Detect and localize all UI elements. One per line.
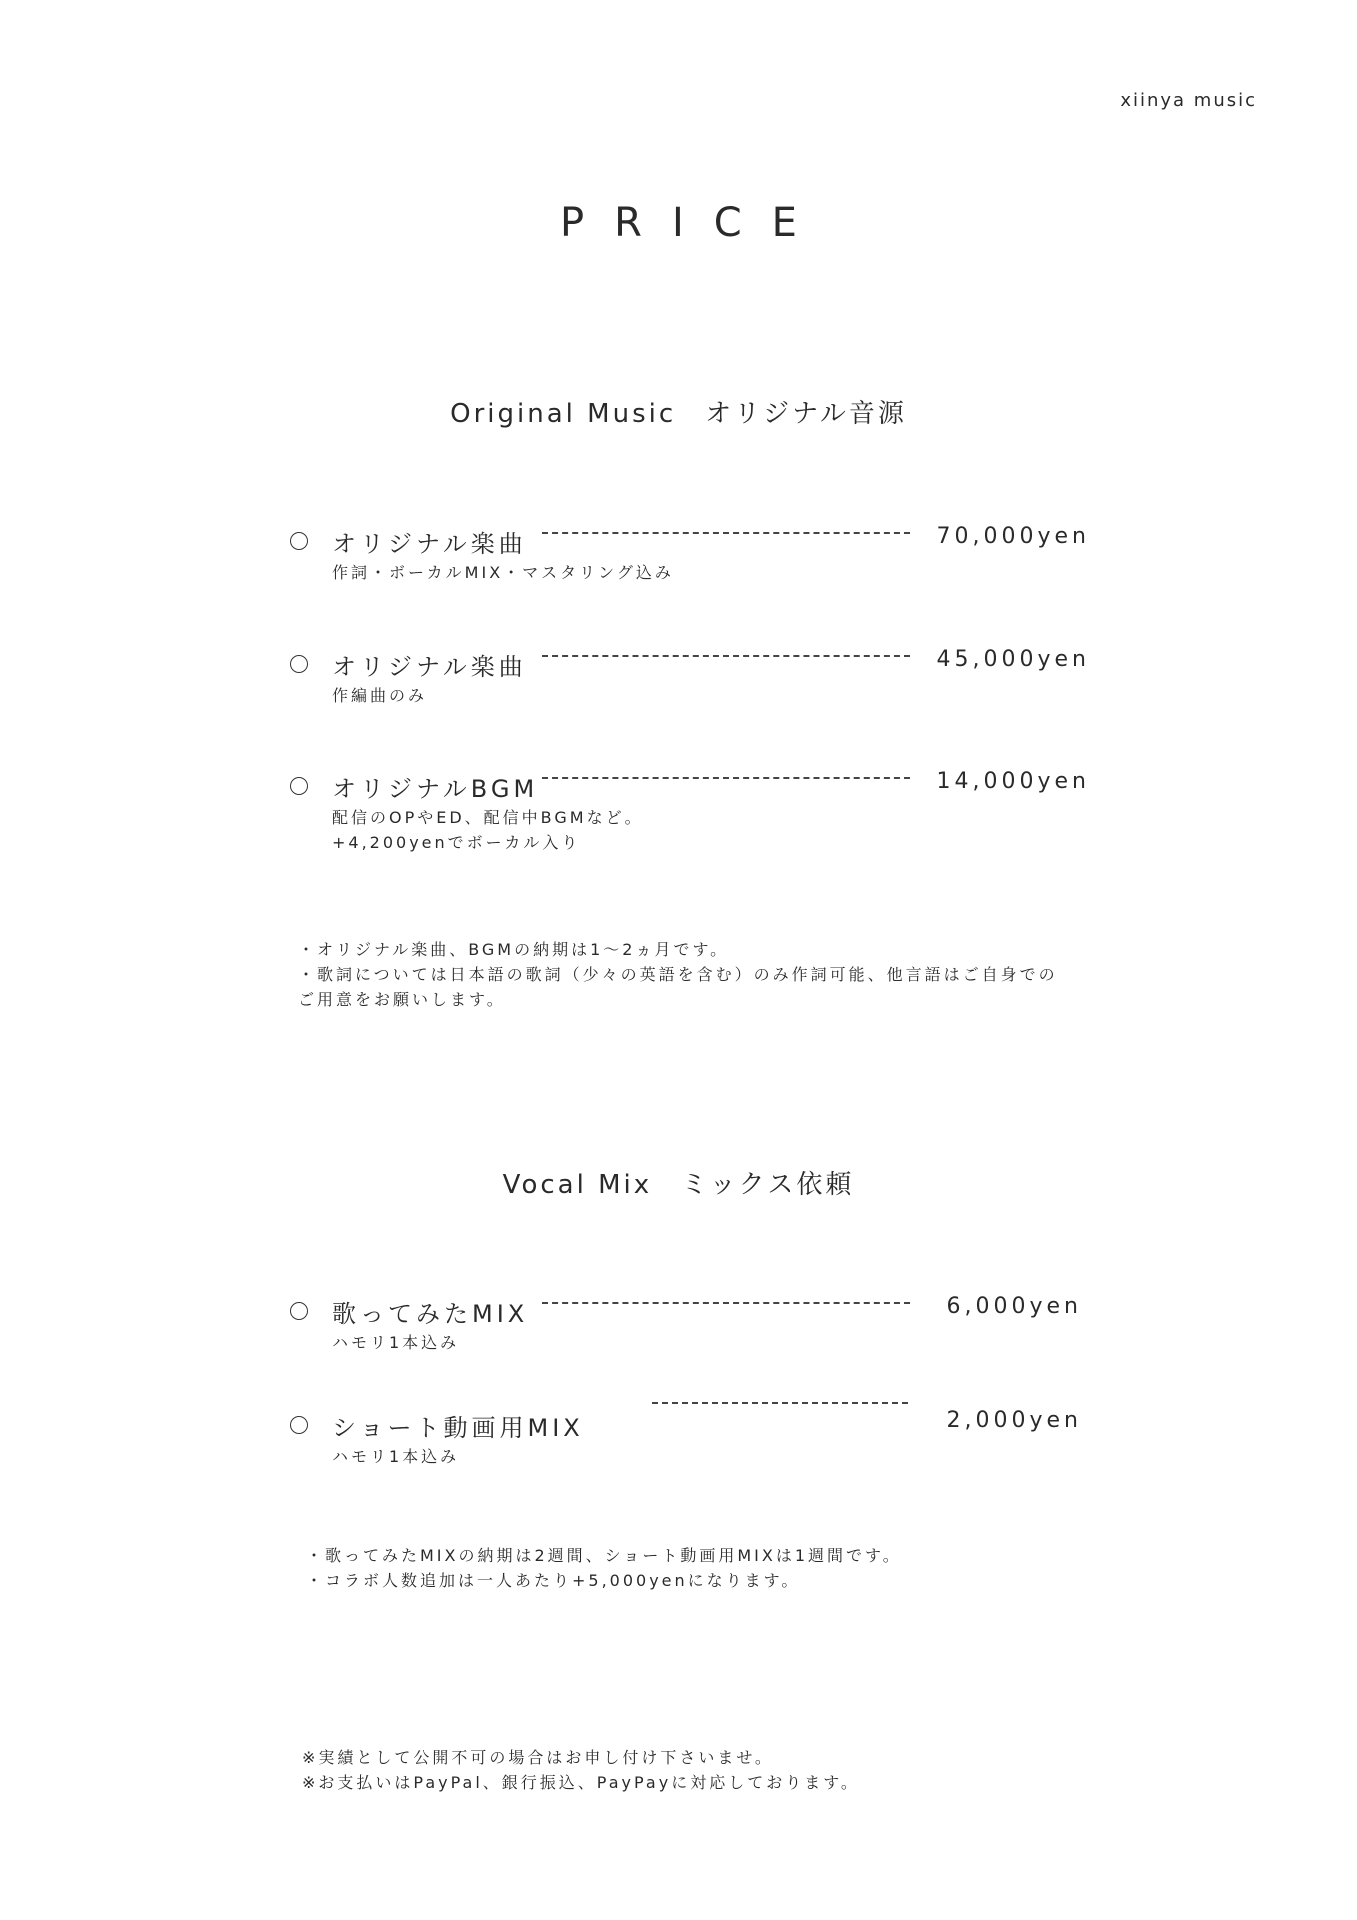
price-item-cover-mix xyxy=(290,1294,1090,1418)
note-line: ・オリジナル楽曲、BGMの納期は1〜2ヵ月です。 xyxy=(298,940,730,959)
item-name: ショート動画用MIX xyxy=(332,1414,584,1442)
item-description: ハモリ1本込み xyxy=(332,1447,460,1466)
dotted-leader xyxy=(542,532,910,534)
price-item-original-song-compose xyxy=(290,647,1090,771)
bullet-circle-icon xyxy=(290,777,308,795)
price-item-original-bgm xyxy=(290,769,1090,893)
vocal-mix-notes xyxy=(306,1543,902,1593)
section-title-original-music: Original Music オリジナル音源 xyxy=(450,399,907,429)
bullet-circle-icon xyxy=(290,655,308,673)
section-title-vocal-mix: Vocal Mix ミックス依頼 xyxy=(502,1170,855,1200)
item-price: 45,000yen xyxy=(936,647,1090,672)
page-title: PRICE xyxy=(560,200,827,246)
item-name: 歌ってみたMIX xyxy=(332,1300,529,1328)
item-price: 14,000yen xyxy=(936,769,1090,794)
dotted-leader xyxy=(542,777,910,779)
item-description: ハモリ1本込み xyxy=(332,1333,460,1352)
note-line: ※実績として公開不可の場合はお申し付け下さいませ。 xyxy=(302,1748,774,1767)
item-price: 70,000yen xyxy=(936,524,1090,549)
note-line: ・コラボ人数追加は一人あたり+5,000yenになります。 xyxy=(306,1571,801,1590)
bullet-circle-icon xyxy=(290,1416,308,1434)
dotted-leader xyxy=(542,1302,910,1304)
item-price: 6,000yen xyxy=(946,1294,1082,1319)
brand-name: xiinya music xyxy=(1120,90,1257,111)
dotted-leader xyxy=(542,655,910,657)
footer-notes xyxy=(302,1745,860,1795)
item-description: 作詞・ボーカルMIX・マスタリング込み xyxy=(332,563,674,582)
original-music-notes xyxy=(298,937,1058,1012)
bullet-circle-icon xyxy=(290,532,308,550)
bullet-circle-icon xyxy=(290,1302,308,1320)
note-line: ご用意をお願いします。 xyxy=(298,990,506,1009)
item-name: オリジナル楽曲 xyxy=(332,653,527,681)
note-line: ・歌詞については日本語の歌詞（少々の英語を含む）のみ作詞可能、他言語はご自身での xyxy=(298,965,1058,984)
item-name: オリジナルBGM xyxy=(332,775,539,803)
item-description: 配信のOPやED、配信中BGMなど。 +4,200yenでボーカル入り xyxy=(332,808,644,852)
item-description: 作編曲のみ xyxy=(332,686,428,705)
price-item-original-song-full xyxy=(290,524,1090,648)
note-line: ・歌ってみたMIXの納期は2週間、ショート動画用MIXは1週間です。 xyxy=(306,1546,902,1565)
dotted-leader xyxy=(652,1402,908,1404)
price-item-short-video-mix xyxy=(290,1408,1090,1532)
item-price: 2,000yen xyxy=(946,1408,1082,1433)
item-name: オリジナル楽曲 xyxy=(332,530,527,558)
note-line: ※お支払いはPayPal、銀行振込、PayPayに対応しております。 xyxy=(302,1773,860,1792)
